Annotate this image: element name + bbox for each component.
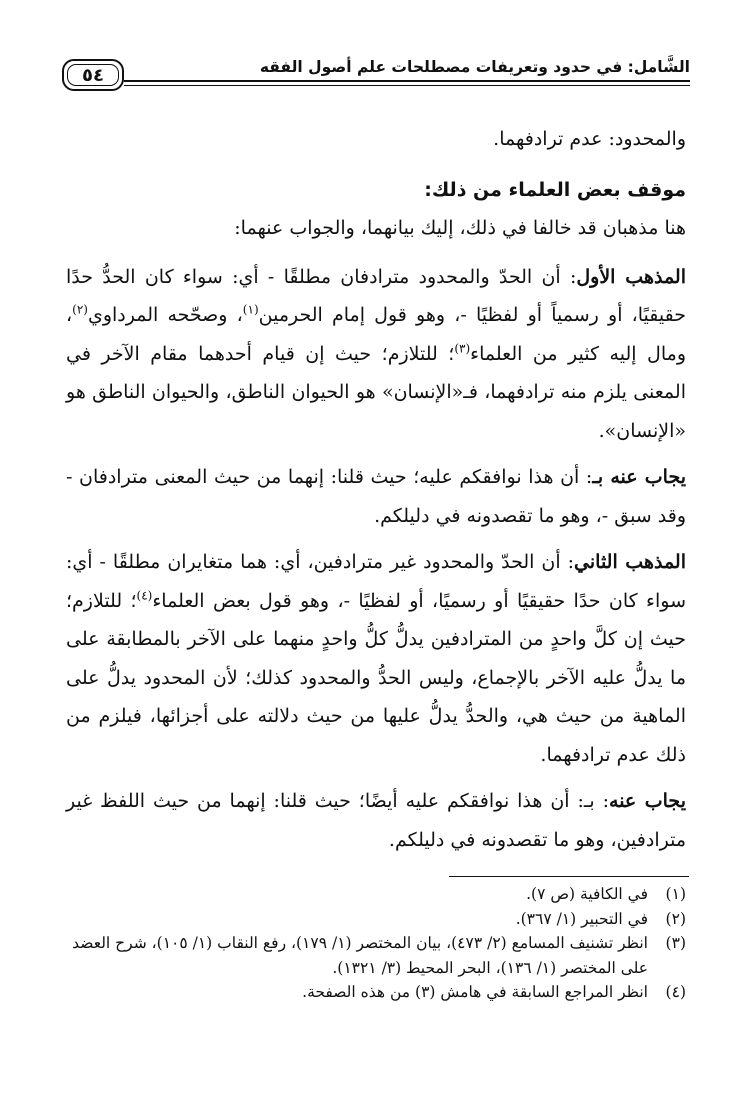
footnote-number: (٤) — [665, 983, 686, 1001]
footnote-ref-3[interactable]: (٣) — [454, 341, 471, 356]
footnote-ref-4[interactable]: (٤) — [136, 588, 153, 603]
footnote-item — [66, 882, 686, 907]
footnotes — [66, 882, 686, 1005]
first-opinion-text-b: ، وصحّحه المرداوي — [87, 304, 243, 326]
reply-two-text: : بـ: أن هذا نوافقكم عليه أيضًا؛ حيث قلنا: إنهما من حيث اللفظ غير مترادفين، وهو ما تقصدونه في دليلكم. — [66, 790, 686, 851]
first-opinion-text-c: ، ومال إليه كثير من العلماء — [66, 304, 686, 365]
reply-two-paragraph — [66, 782, 686, 859]
page-number-frame — [62, 59, 124, 91]
footnote-number: (٢) — [665, 909, 686, 928]
header-rule-thick — [124, 80, 690, 82]
section-heading: موقف بعض العلماء من ذلك: — [424, 178, 686, 201]
reply-one-paragraph — [66, 458, 686, 535]
first-opinion-paragraph — [66, 258, 686, 451]
footnote-number: (١) — [665, 885, 686, 903]
reply-one-text: : أن هذا نوافقكم عليه؛ حيث قلنا: إنهما من حيث المعنى مترادفان - وقد سبق -، وهو ما تقصدونه في دليلكم. — [66, 466, 686, 527]
footnote-text: في التحبير (١/ ٣٦٧). — [515, 909, 648, 928]
reply-one-lead: يجاب عنه بـ — [592, 466, 686, 488]
footnote-number: (٣) — [665, 934, 686, 952]
first-opinion-text-d: ؛ للتلازم؛ حيث إن قيام أحدهما مقام الآخر في المعنى يلزم منه ترادفهما، فـ«الإنسان» هو الحيوان الناطق، والحيوان الناطق هو «الإنسان». — [66, 342, 686, 442]
second-opinion-paragraph — [66, 543, 686, 774]
running-header — [62, 52, 690, 96]
main-text — [66, 120, 686, 859]
first-opinion-text-a: : أن الحدّ والمحدود مترادفان مطلقًا - أي: سواء كان الحدُّ حدًا حقيقيًا، أو رسمياً أو لفظيًا -، وهو قول إمام الحرمين — [66, 265, 686, 326]
footnote-item — [66, 931, 686, 980]
footnote-text: في الكافية (ص ٧). — [526, 885, 648, 903]
second-opinion-text-b: ؛ للتلازم؛ حيث إن كلَّ واحدٍ من المترادفين يدلُّ كلُّ واحدٍ منهما على الآخر بالمطابقة على ما يدلُّ عليه الآخر بالإجماع، وليس الحدُّ والمحدود كذلك؛ لأن المحدود يدلُّ على الماهية من حيث هي، والحدُّ يدلُّ عليها من حيث دلالته على أجزائها، فيلزم من ذلك عدم ترادفهما. — [66, 589, 686, 766]
footnote-text: انظر تشنيف المسامع (٢/ ٤٧٣)، بيان المختصر (١/ ١٧٩)، رفع النقاب (١/ ١٠٥)، شرح العضد على المختصر (١/ ١٣٦)، البحر المحيط (٣/ ١٣٢١). — [72, 934, 648, 977]
footnote-ref-1[interactable]: (١) — [242, 302, 259, 317]
second-opinion-text-a: : أن الحدّ والمحدود غير مترادفين، أي: هما متغايران مطلقًا - أي: سواء كان حدًا حقيقيًا أو رسميًا، أو لفظيًا -، وهو قول بعض العلماء — [66, 551, 686, 612]
second-opinion-lead: المذهب الثاني — [574, 551, 686, 573]
header-rule-thin — [124, 85, 690, 86]
footnote-text: انظر المراجع السابقة في هامش (٣) من هذه الصفحة. — [302, 983, 648, 1001]
reply-two-lead: يجاب عنه — [609, 790, 686, 812]
section-intro: هنا مذهبان قد خالفا في ذلك، إليك بيانهما، والجواب عنهما: — [234, 217, 686, 239]
book-title: الشَّامل: في حدود وتعريفات مصطلحات علم أصول الفقه — [259, 58, 690, 76]
page-number: ٥٤ — [82, 64, 104, 86]
intro-line: والمحدود: عدم ترادفهما. — [493, 128, 686, 150]
first-opinion-lead: المذهب الأول — [576, 265, 686, 288]
footnote-item — [66, 907, 686, 932]
footnote-item — [66, 980, 686, 1005]
footnote-ref-2[interactable]: (٢) — [72, 302, 88, 317]
footnote-divider — [449, 876, 689, 877]
